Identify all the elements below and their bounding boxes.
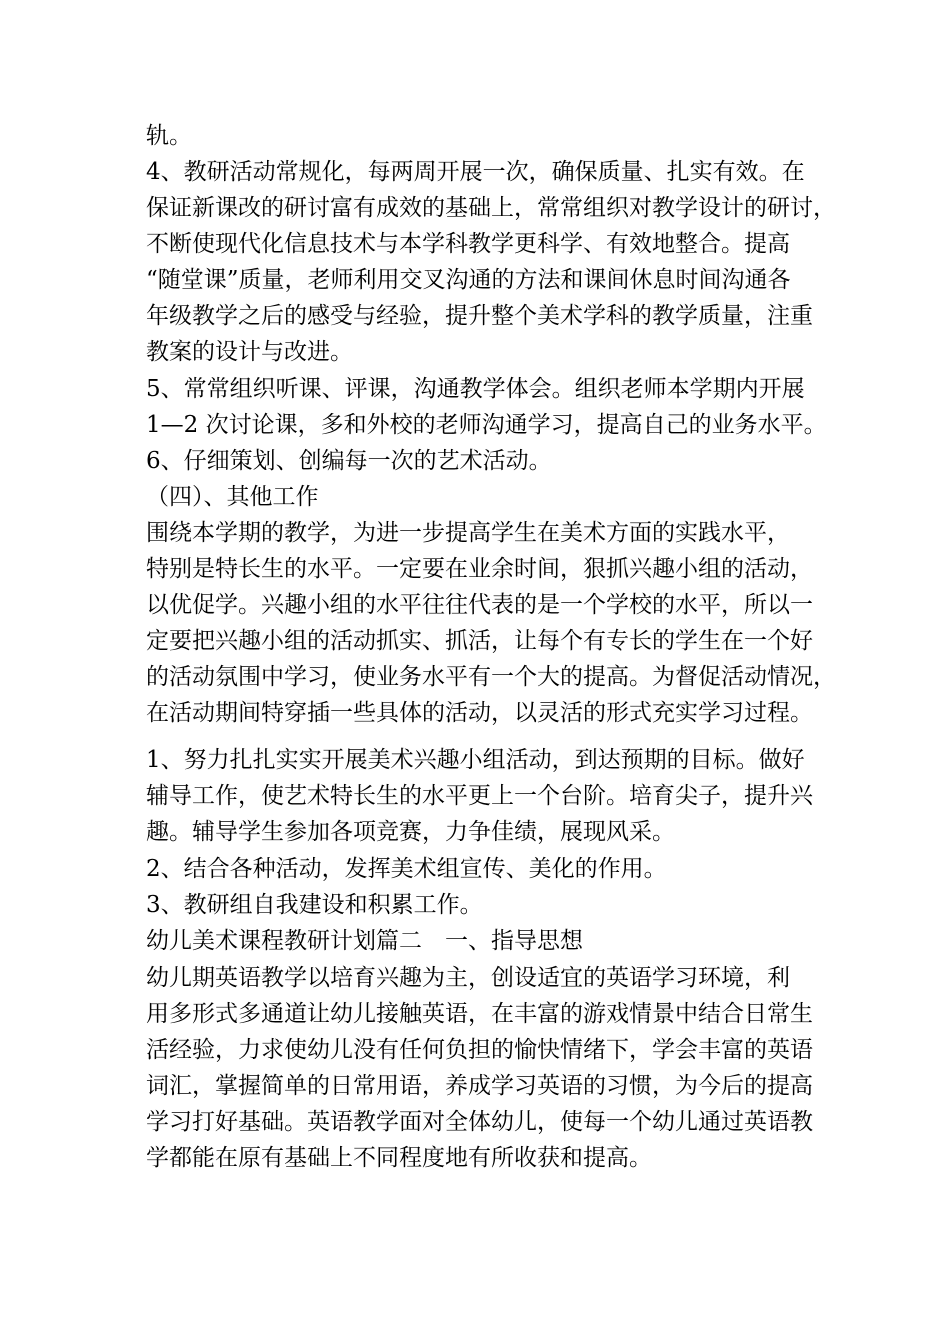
text-line: 趣。辅导学生参加各项竞赛，力争佳绩，展现风采。 <box>146 819 675 845</box>
text-line: 幼儿期英语教学以培育兴趣为主，创设适宜的英语学习环境，利 <box>146 965 790 991</box>
text-line: 3、教研组自我建设和积累工作。 <box>146 892 483 918</box>
text-line: 不断使现代化信息技术与本学科教学更科学、有效地整合。提高 <box>146 231 790 257</box>
text-line: 学都能在原有基础上不同程度地有所收获和提高。 <box>146 1145 652 1171</box>
text-line: 6、仔细策划、创编每一次的艺术活动。 <box>146 448 552 474</box>
text-line: 在活动期间特穿插一些具体的活动，以灵活的形式充实学习过程。 <box>146 700 813 726</box>
text-line: 用多形式多通道让幼儿接触英语，在丰富的游戏情景中结合日常生 <box>146 1001 813 1027</box>
text-line: 教案的设计与改进。 <box>146 339 353 365</box>
text-line: 学习打好基础。英语教学面对全体幼儿，使每一个幼儿通过英语教 <box>146 1109 813 1135</box>
text-line: 活经验，力求使幼儿没有任何负担的愉快情绪下，学会丰富的英语 <box>146 1037 813 1063</box>
text-line: （四）、其他工作 <box>146 484 319 510</box>
text-line: 年级教学之后的感受与经验，提升整个美术学科的教学质量，注重 <box>146 303 813 329</box>
text-line: 保证新课改的研讨富有成效的基础上，常常组织对教学设计的研讨， <box>146 195 836 221</box>
text-line: 围绕本学期的教学，为进一步提高学生在美术方面的实践水平， <box>146 520 790 546</box>
text-line: 2、结合各种活动，发挥美术组宣传、美化的作用。 <box>146 856 667 882</box>
text-line: 1、努力扎扎实实开展美术兴趣小组活动，到达预期的目标。做好 <box>146 747 805 773</box>
text-line: 1—2 次讨论课，多和外校的老师沟通学习，提高自己的业务水平。 <box>146 412 827 438</box>
text-line: 的活动氛围中学习，使业务水平有一个大的提高。为督促活动情况， <box>146 664 836 690</box>
text-line: 定要把兴趣小组的活动抓实、抓活，让每个有专长的学生在一个好 <box>146 628 813 654</box>
text-line: 轨。 <box>146 123 192 149</box>
text-line: “随堂课”质量，老师利用交叉沟通的方法和课间休息时间沟通各 <box>146 267 791 293</box>
text-line: 特别是特长生的水平。一定要在业余时间，狠抓兴趣小组的活动， <box>146 556 813 582</box>
text-line: 4、教研活动常规化，每两周开展一次，确保质量、扎实有效。在 <box>146 159 805 185</box>
text-line: 辅导工作，使艺术特长生的水平更上一个台阶。培育尖子，提升兴 <box>146 783 813 809</box>
text-line: 以优促学。兴趣小组的水平往往代表的是一个学校的水平，所以一 <box>146 592 813 618</box>
text-line: 幼儿美术课程教研计划篇二 一、指导思想 <box>146 928 583 954</box>
text-line: 词汇，掌握简单的日常用语，养成学习英语的习惯，为今后的提高 <box>146 1073 813 1099</box>
text-line: 5、常常组织听课、评课，沟通教学体会。组织老师本学期内开展 <box>146 376 805 402</box>
